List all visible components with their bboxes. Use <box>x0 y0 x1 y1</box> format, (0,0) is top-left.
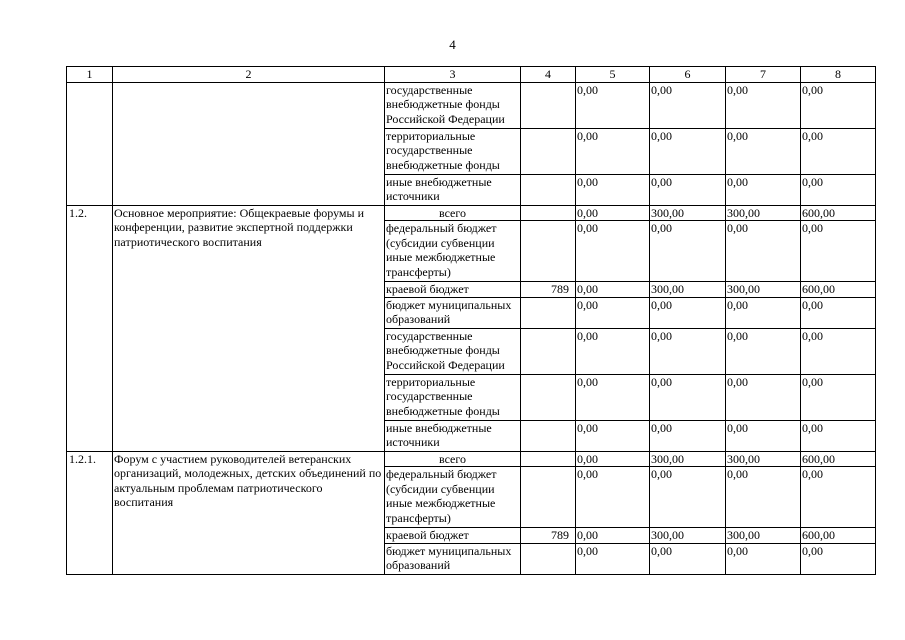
value-cell: 0,00 <box>576 328 650 374</box>
value-cell: 0,00 <box>576 128 650 174</box>
source-cell: краевой бюджет <box>385 528 521 544</box>
source-cell: государственные внебюджетные фонды Российской Федерации <box>385 328 521 374</box>
source-cell: бюджет муниципальных образований <box>385 297 521 328</box>
value-cell: 300,00 <box>650 528 726 544</box>
code-cell <box>521 82 576 128</box>
header-cell: 6 <box>650 67 726 83</box>
value-cell: 0,00 <box>801 297 876 328</box>
value-cell: 0,00 <box>650 297 726 328</box>
header-cell: 4 <box>521 67 576 83</box>
source-cell: краевой бюджет <box>385 282 521 298</box>
code-cell <box>521 221 576 282</box>
value-cell: 0,00 <box>726 328 801 374</box>
value-cell: 300,00 <box>650 282 726 298</box>
value-cell: 600,00 <box>801 282 876 298</box>
code-cell <box>521 205 576 221</box>
code-cell <box>521 297 576 328</box>
value-cell: 0,00 <box>576 467 650 528</box>
value-cell: 600,00 <box>801 528 876 544</box>
value-cell: 0,00 <box>726 297 801 328</box>
value-cell: 0,00 <box>576 374 650 420</box>
value-cell: 0,00 <box>650 467 726 528</box>
code-cell <box>521 128 576 174</box>
value-cell: 0,00 <box>726 174 801 205</box>
header-cell: 1 <box>67 67 113 83</box>
code-cell <box>521 420 576 451</box>
value-cell: 0,00 <box>576 297 650 328</box>
source-cell: территориальные государственные внебюджетные фонды <box>385 374 521 420</box>
value-cell: 0,00 <box>650 174 726 205</box>
value-cell: 0,00 <box>726 374 801 420</box>
value-cell: 0,00 <box>576 221 650 282</box>
source-cell: иные внебюджетные источники <box>385 420 521 451</box>
header-cell: 5 <box>576 67 650 83</box>
value-cell: 0,00 <box>576 82 650 128</box>
value-cell: 300,00 <box>726 205 801 221</box>
row-number-cell: 1.2.1. <box>67 451 113 574</box>
source-cell: государственные внебюджетные фонды Российской Федерации <box>385 82 521 128</box>
value-cell: 0,00 <box>576 528 650 544</box>
value-cell: 600,00 <box>801 205 876 221</box>
value-cell: 0,00 <box>801 174 876 205</box>
source-cell: территориальные государственные внебюджетные фонды <box>385 128 521 174</box>
header-cell: 7 <box>726 67 801 83</box>
table-row <box>67 205 876 221</box>
value-cell: 300,00 <box>726 282 801 298</box>
value-cell: 300,00 <box>650 451 726 467</box>
value-cell: 300,00 <box>726 528 801 544</box>
value-cell: 0,00 <box>726 467 801 528</box>
value-cell: 0,00 <box>726 420 801 451</box>
value-cell: 0,00 <box>576 451 650 467</box>
value-cell: 0,00 <box>801 467 876 528</box>
value-cell: 300,00 <box>650 205 726 221</box>
code-cell <box>521 174 576 205</box>
source-cell: всего <box>385 205 521 221</box>
code-cell <box>521 374 576 420</box>
code-cell <box>521 451 576 467</box>
source-cell: бюджет муниципальных образований <box>385 543 521 574</box>
source-cell: иные внебюджетные источники <box>385 174 521 205</box>
value-cell: 0,00 <box>576 205 650 221</box>
value-cell: 0,00 <box>726 221 801 282</box>
code-cell: 789 <box>521 528 576 544</box>
value-cell: 0,00 <box>801 221 876 282</box>
budget-table <box>66 66 876 575</box>
code-cell <box>521 328 576 374</box>
table-row <box>67 451 876 467</box>
value-cell: 0,00 <box>801 543 876 574</box>
source-cell: всего <box>385 451 521 467</box>
value-cell: 0,00 <box>650 128 726 174</box>
code-cell <box>521 543 576 574</box>
description-cell: Основное мероприятие: Общекраевые форумы и конференции, развитие экспертной поддержки патриотического воспитания <box>113 205 385 451</box>
value-cell: 0,00 <box>650 420 726 451</box>
description-cell <box>113 82 385 205</box>
value-cell: 0,00 <box>801 374 876 420</box>
value-cell: 0,00 <box>801 420 876 451</box>
value-cell: 0,00 <box>726 128 801 174</box>
value-cell: 0,00 <box>801 82 876 128</box>
value-cell: 0,00 <box>576 174 650 205</box>
value-cell: 0,00 <box>801 328 876 374</box>
source-cell: федеральный бюджет (субсидии субвенции иные межбюджетные трансферты) <box>385 467 521 528</box>
value-cell: 0,00 <box>576 282 650 298</box>
row-number-cell <box>67 82 113 205</box>
value-cell: 300,00 <box>726 451 801 467</box>
header-row <box>67 67 876 83</box>
value-cell: 0,00 <box>726 543 801 574</box>
value-cell: 0,00 <box>650 221 726 282</box>
value-cell: 0,00 <box>576 420 650 451</box>
value-cell: 0,00 <box>801 128 876 174</box>
header-cell: 2 <box>113 67 385 83</box>
page-number: 4 <box>449 37 456 52</box>
value-cell: 0,00 <box>650 328 726 374</box>
row-number-cell: 1.2. <box>67 205 113 451</box>
value-cell: 0,00 <box>650 374 726 420</box>
value-cell: 0,00 <box>650 82 726 128</box>
code-cell: 789 <box>521 282 576 298</box>
value-cell: 0,00 <box>650 543 726 574</box>
value-cell: 600,00 <box>801 451 876 467</box>
table-row <box>67 82 876 128</box>
description-cell: Форум с участием руководителей ветеранских организаций, молодежных, детских объединений по актуальным проблемам патриотического воспитания <box>113 451 385 574</box>
code-cell <box>521 467 576 528</box>
value-cell: 0,00 <box>576 543 650 574</box>
value-cell: 0,00 <box>726 82 801 128</box>
header-cell: 8 <box>801 67 876 83</box>
header-cell: 3 <box>385 67 521 83</box>
source-cell: федеральный бюджет (субсидии субвенции иные межбюджетные трансферты) <box>385 221 521 282</box>
